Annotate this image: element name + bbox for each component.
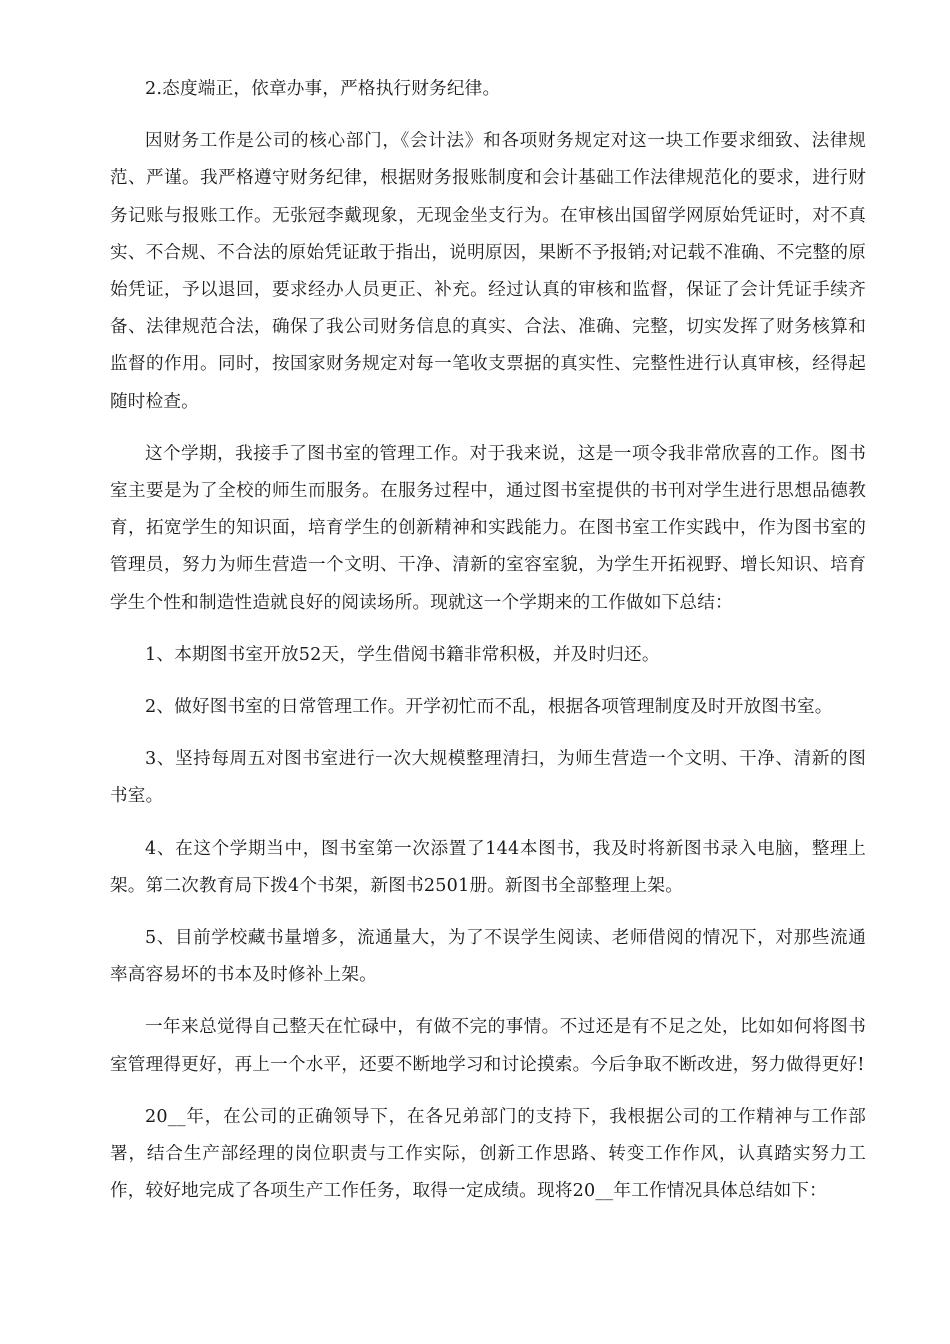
paragraph-year-reflection: 一年来总觉得自己整天在忙碌中，有做不完的事情。不过还是有不足之处，比如如何将图书室管理得更好，再上一个水平，还要不断地学习和讨论摸索。今后争取不断改进，努力做得更好! [110, 1017, 866, 1075]
paragraph-item-5: 5、目前学校藏书量增多，流通量大，为了不误学生阅读、老师借阅的情况下，对那些流通率高容易坏的书本及时修补上架。 [110, 928, 866, 986]
paragraph-production-summary: 20__年，在公司的正确领导下，在各兄弟部门的支持下，我根据公司的工作精神与工作部署，结合生产部经理的岗位职责与工作实际，创新工作思路、转变工作作风，认真踏实努力工作，较好地完成了各项生产工作任务，取得一定成绩。现将20__年工作情况具体总结如下： [110, 1106, 866, 1202]
paragraph-item-4: 4、在这个学期当中，图书室第一次添置了144本图书，我及时将新图书录入电脑，整理上架。第二次教育局下拨4个书架，新图书2501册。新图书全部整理上架。 [110, 838, 866, 896]
document-body [110, 71, 866, 1225]
paragraph-attitude-heading: 2.态度端正，依章办事，严格执行财务纪律。 [145, 79, 501, 99]
paragraph-finance-discipline: 因财务工作是公司的核心部门，《会计法》和各项财务规定对这一块工作要求细致、法律规范、严谨。我严格遵守财务纪律，根据财务报账制度和会计基础工作法律规范化的要求，进行财务记账与报账工作。无张冠李戴现象，无现金坐支行为。在审核出国留学网原始凭证时，对不真实、不合规、不合法的原始凭证敢于指出，说明原因，果断不予报销;对记载不准确、不完整的原始凭证，予以退回，要求经办人员更正、补充。经过认真的审核和监督，保证了会计凭证手续齐备、法律规范合法，确保了我公司财务信息的真实、合法、准确、完整，切实发挥了财务核算和监督的作用。同时，按国家财务规定对每一笔收支票据的真实性、完整性进行认真审核，经得起随时检查。 [110, 131, 866, 412]
paragraph-library-intro: 这个学期，我接手了图书室的管理工作。对于我来说，这是一项令我非常欣喜的工作。图书室主要是为了全校的师生而服务。在服务过程中，通过图书室提供的书刊对学生进行思想品德教育，拓宽学生的知识面，培育学生的创新精神和实践能力。在图书室工作实践中，作为图书室的管理员，努力为师生营造一个文明、干净、清新的室容室貌，为学生开拓视野、增长知识、培育学生个性和制造性造就良好的阅读场所。现就这一个学期来的工作做如下总结： [110, 443, 866, 613]
paragraph-item-1: 1、本期图书室开放52天，学生借阅书籍非常积极，并及时归还。 [145, 644, 660, 665]
paragraph-item-2: 2、做好图书室的日常管理工作。开学初忙而不乱，根据各项管理制度及时开放图书室。 [145, 697, 833, 718]
paragraph-item-3: 3、坚持每周五对图书室进行一次大规模整理清扫，为师生营造一个文明、干净、清新的图书室。 [110, 749, 866, 807]
